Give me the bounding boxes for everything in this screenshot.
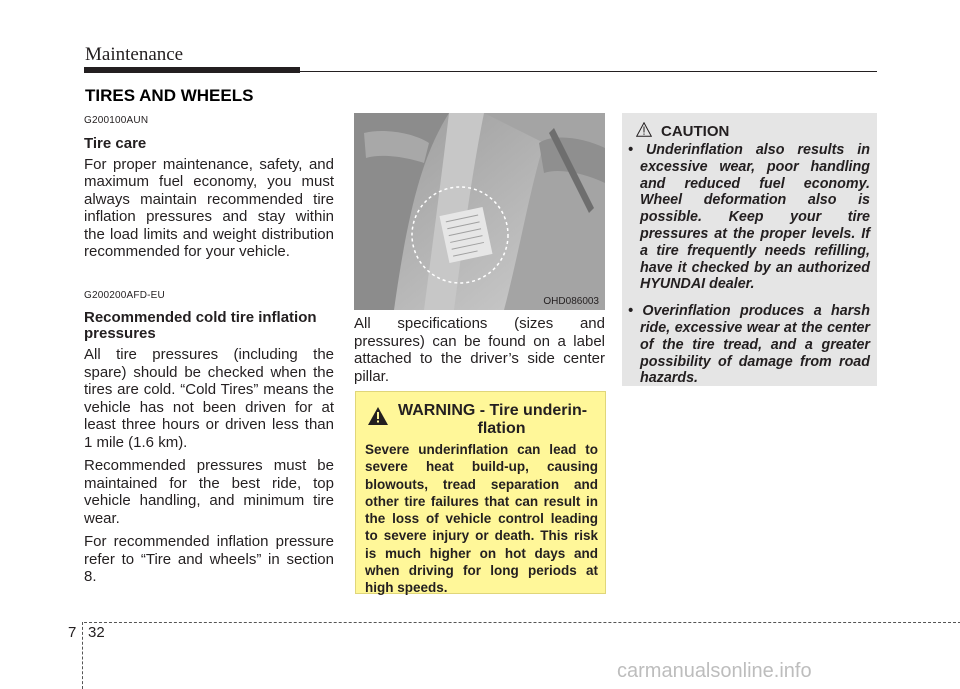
section-title: TIRES AND WHEELS <box>85 86 254 105</box>
page-chapter-number: 7 <box>68 624 77 641</box>
cold-pressures-paragraph-2: Recommended pressures must be maintained for the best ride, top vehicle handling, and minimum tire wear. <box>84 457 334 527</box>
warning-title-line1: WARNING - Tire underin- <box>398 402 588 419</box>
footer-divider <box>84 622 960 623</box>
tire-care-paragraph: For proper maintenance, safety, and maximum fuel economy, you must always maintain recommended tire inflation pressures and stay within the load limits and weight distribution recommended for your vehicle. <box>84 155 334 260</box>
caution-triangle-icon <box>636 122 652 137</box>
caution-list <box>628 142 870 397</box>
cold-pressures-paragraph-1: All tire pressures (including the spare) should be checked when the tires are cold. “Cold Tires” means the vehicle has not been driven for at least three hours or driven less than 1 mile (1.6 km). <box>84 346 334 451</box>
cold-pressures-heading: Recommended cold tire inflation pressures <box>84 309 317 342</box>
header-bar <box>84 67 300 73</box>
caution-item-underinflation: • Underinflation also results in excessive wear, poor handling and reduced fuel economy. Wheel deformation also is possible. Keep your tire pressures at the proper levels. If a tire frequently needs refilling, have it checked by an authorized HYUNDAI dealer. <box>628 142 870 293</box>
caution-title: CAUTION <box>661 123 730 140</box>
tire-care-heading: Tire care <box>84 134 147 152</box>
cold-pressures-code: G200200AFD-EU <box>84 289 165 301</box>
watermark: carmanualsonline.info <box>617 660 812 682</box>
warning-box <box>355 391 606 594</box>
caution-box <box>622 113 877 386</box>
center-pillar-illustration <box>354 113 605 310</box>
header-divider <box>300 71 877 72</box>
warning-title-line2: flation <box>477 420 526 437</box>
warning-heading <box>356 402 607 438</box>
tire-care-code: G200100AUN <box>84 115 149 126</box>
tire-label-photo <box>354 113 605 310</box>
left-column <box>84 112 334 592</box>
specifications-text: All specifications (sizes and pressures) can be found on a label attached to the driver’s side center pillar. <box>354 315 605 385</box>
cold-pressures-paragraph-3: For recommended inflation pressure refer to “Tire and wheels” in section 8. <box>84 533 334 585</box>
page-number: 32 <box>88 624 105 641</box>
page-header-title: Maintenance <box>85 44 184 65</box>
photo-code-label: OHD086003 <box>543 296 599 307</box>
warning-body: Severe underinflation can lead to severe heat build-up, causing blowouts, tread separation and other tire failures that can result in the loss of vehicle control leading to severe injury or death. This risk is much higher on hot days and when driving for long periods at high speeds. <box>365 442 598 596</box>
caution-item-overinflation: • Overinflation produces a harsh ride, excessive wear at the center of the tire tread, and a greater possibility of damage from road hazards. <box>628 303 870 387</box>
footer-vertical-divider <box>82 622 83 689</box>
warning-triangle-icon <box>368 407 388 425</box>
